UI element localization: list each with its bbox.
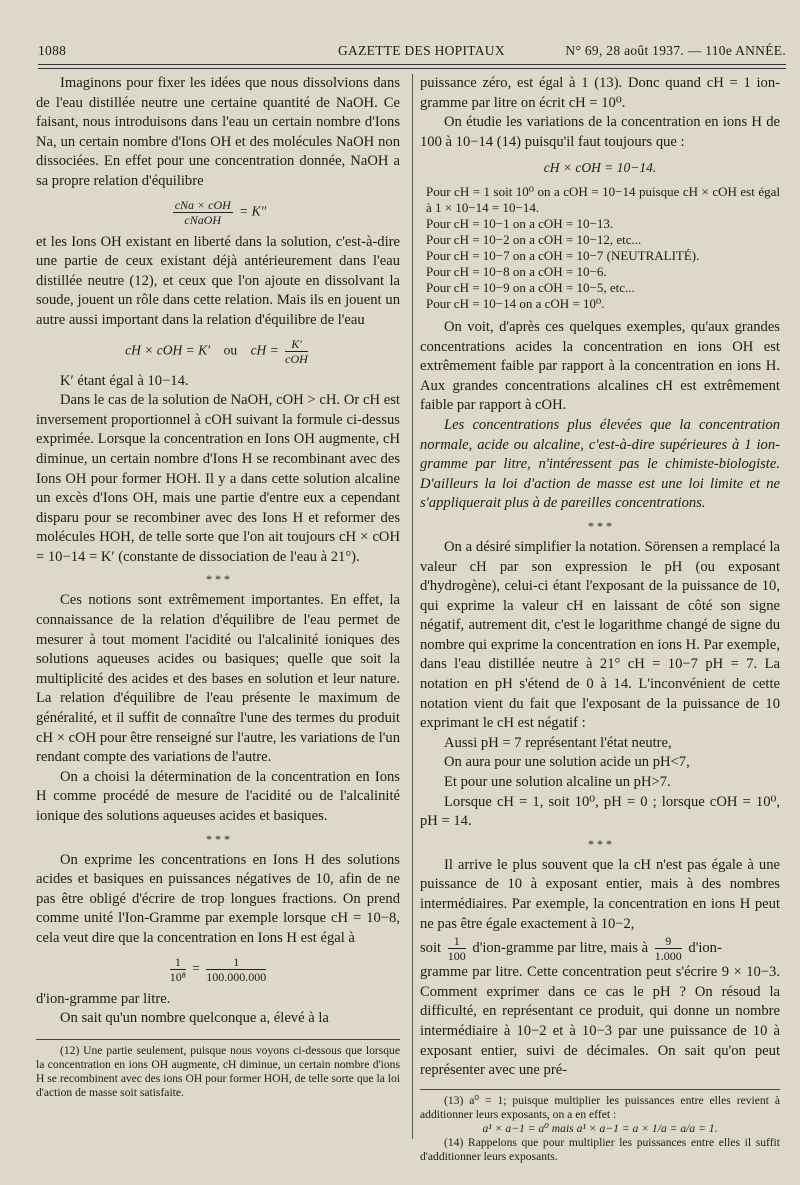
paragraph: soit $\frac{1}{100}$ d'ion-gramme par litre, mais à $\frac{9}{1.000}$ d'ion- xyxy=(420,934,722,964)
footnote: (12) Une partie seulement, puisque nous voyons ci-dessous que lorsque la concentration en ions OH augmente, cH diminue, un certain nombre d'ions H se recombinent avec des ions OH pour former HOH, de telle sorte que la loi d'action de masse soit satisfaite. xyxy=(36,1043,400,1099)
footnote-rule xyxy=(36,1039,400,1040)
list-item: On aura pour une solution acide un pH<7, xyxy=(444,754,690,771)
paragraph: d'ion-gramme par litre. xyxy=(36,990,171,1007)
footnote: (13) a⁰ = 1; puisque multiplier les puissances entre elles revient à additionner leurs exposants, on a en effet : xyxy=(420,1093,780,1121)
left-column xyxy=(36,74,400,1100)
table-row: Pour cH = 10−2 on a cOH = 10−12, etc... xyxy=(426,231,642,247)
table-row: Pour cH = 10−7 on a cOH = 10−7 (NEUTRALITÉ). xyxy=(426,247,700,263)
paragraph: puissance zéro, est égal à 1 (13). Donc quand cH = 1 ion-gramme par litre on écrit cH = 10⁰. xyxy=(420,75,780,111)
equation: cH × cOH = K′ ou cH = $\frac{K'}{\text{cOH}}$ xyxy=(125,336,308,366)
paragraph: On sait qu'un nombre quelconque a, élevé à la xyxy=(60,1010,329,1027)
list-item: Aussi pH = 7 représentant l'état neutre, xyxy=(444,734,672,751)
header-rule xyxy=(38,64,786,65)
list-item: Lorsque cH = 1, soit 10⁰, pH = 0 ; lorsque cOH = 10⁰, pH = 14. xyxy=(420,793,780,830)
journal-title: GAZETTE DES HOPITAUX xyxy=(338,43,505,58)
header-rule-thin xyxy=(38,68,786,69)
footnote: (14) Rappelons que pour multiplier les puissances entre elles il suffit d'additionner leurs exposants. xyxy=(420,1135,780,1163)
issue-info: N° 69, 28 août 1937. — 110e ANNÉE. xyxy=(565,43,786,58)
table-row: Pour cH = 10−9 on a cOH = 10−5, etc... xyxy=(426,279,635,295)
value-table xyxy=(426,184,780,312)
list-item: Et pour une solution alcaline un pH>7. xyxy=(444,774,671,791)
paragraph: Il arrive le plus souvent que la cH n'est pas égale à une puissance de 10 à exposant entier, mais à des nombres intermédiaires. Par exemple, la concentration en ions H peut ne pas être égale exactement à 10−2, xyxy=(420,856,780,932)
paragraph: Dans le cas de la solution de NaOH, cOH > cH. Or cH est inversement proportionnel à cOH suivant la formule ci-dessus exprimée. Lorsque la concentration en Ions OH augmente, cH diminue, un certain nombre d'Ions H se recombinant avec des Ions OH pour former HOH. Il y a dans cette solution alcaline un excès d'Ions OH, mais une partie d'entre eux a cependant disparu pour se recombiner avec des Ions H et reformer des molécules HOH, de telle sorte que l'on ait toujours cH × cOH = 10−14 = K′ (constante de dissociation de l'eau à 21°). xyxy=(36,392,400,565)
equation: $\frac{\text{cNa × cOH}}{\text{cNaOH}}$ = K″ xyxy=(174,197,267,227)
paragraph: Les concentrations plus élevées que la concentration normale, acide ou alcaline, c'est-à-dire supérieures à 1 ion-gramme par litre, n'intéressent pas le chimiste-biologiste. D'ailleurs la loi d'action de masse est une loi limite et ne s'appliquerait plus à de pareilles concentrations. xyxy=(420,416,780,512)
paragraph: et les Ions OH existant en liberté dans la solution, c'est-à-dire une partie de ceux existant déjà antérieurement dans l'eau distillée neutre (12), et ceux que l'on ajoute en dissolvant la soude, jouent un rôle dans cette relation. Mais ils en jouent un autre aussi important dans la relation d'équilibre de l'eau xyxy=(36,233,400,328)
paragraph: gramme par litre. Cette concentration peut s'écrire 9 × 10−3. Comment exprimer dans ce cas le pH ? On résoud la difficulté, en représentant ce produit, qui donne un nombre intermédiaire à 10−2 et à 10−3 par une puissance de 10 à exposant entier, suivi de décimales. On sait qu'on peut représenter avec une pré- xyxy=(420,964,780,1079)
fraction: $\frac{K'}{\text{cOH}}$ xyxy=(285,336,308,366)
page-number: 1088 xyxy=(38,43,67,58)
paragraph: On a désiré simplifier la notation. Sörensen a remplacé la valeur cH par son expression le pH (ou exposant d'hydrogène), celui-ci étant l'exposant de la puissance de 10, qui exprime la valeur cH en laissant de côté son signe négatif, autrement dit, c'est le logarithme changé de signe du nombre qui exprime la concentration en ions H. Par exemple, dans l'eau distillée neutre à 21° cH = 10−7 pH = 7. La notation en pH s'étend de 0 à 14. L'inconvénient de cette notation vient du fait que l'exposant de la puissance de 10 exprimant le cH est négatif : xyxy=(420,538,780,732)
footnote-equation: a¹ × a−1 = a⁰ mais a¹ × a−1 = a × 1/a = a/a = 1. xyxy=(482,1121,718,1135)
equation: $\frac{1}{\text{10⁸}}$ = $\frac{1}{100.000.000}$ xyxy=(169,954,267,984)
paragraph: On a choisi la détermination de la concentration en Ions H comme procédé de mesure de l'acidité ou de l'alcalinité ionique des solutions aqueuses acides et basiques. xyxy=(36,768,400,824)
equation: cH × cOH = 10−14. xyxy=(543,160,657,176)
page-header xyxy=(38,40,786,62)
column-divider xyxy=(412,74,413,1139)
section-separator: * * * xyxy=(588,836,612,851)
paragraph: On étudie les variations de la concentration en ions H de 100 à 10−14 (14) puisqu'il faut toujours que : xyxy=(420,114,780,150)
paragraph: Ces notions sont extrêmement importantes. En effet, la connaissance de la relation d'équilibre de l'eau permet de mesurer à tout moment l'acidité ou l'alcalinité ioniques des solutions aqueuses acides ou basiques; quelle que soit la multiplicité des acides et des bases en solution et leur nature. La relation d'équilibre de l'eau présente le maximum de généralité, et il suffit de connaître l'une des termes du produit cH × cOH pour être renseigné sur l'autre, les variations de l'un rendant compte des variations de l'autre. xyxy=(36,592,400,766)
table-row: Pour cH = 10−14 on a cOH = 10⁰. xyxy=(426,295,605,311)
fraction: $\frac{\text{cNa × cOH}}{\text{cNaOH}}$ xyxy=(174,197,231,227)
section-separator: * * * xyxy=(206,572,230,587)
paragraph: On exprime les concentrations en Ions H des solutions acides et basiques en puissances négatives de 10, afin de ne pas être obligé d'écrire de trop longues fractions. On prend comme unité l'Ion-Gramme par exemple lorsque cH = 10−8, cela veut dire que la concentration en Ions H est égal à xyxy=(36,851,400,946)
section-separator: * * * xyxy=(206,831,230,846)
paragraph: K′ étant égal à 10−14. xyxy=(60,372,189,389)
paragraph: Imaginons pour fixer les idées que nous dissolvions dans de l'eau distillée neutre une certaine quantité de NaOH. Ce faisant, nous introduisons dans l'eau un certain nombre d'Ions Na, un certain nombre d'Ions OH et des molécules NaOH non dissociées. En effet pour une concentration donnée, NaOH a sa propre relation d'équilibre xyxy=(36,75,400,189)
table-row: Pour cH = 10−1 on a cOH = 10−13. xyxy=(426,215,614,231)
paragraph: On voit, d'après ces quelques exemples, qu'aux grandes concentrations acides la concentration en ions OH est extrêmement faible par rapport à la concentration en ions H. Aux grandes concentrations alcalines cH est extrêmement faible par rapport à cOH. xyxy=(420,318,780,414)
section-separator: * * * xyxy=(588,518,612,533)
footnote-rule xyxy=(420,1089,780,1090)
right-column xyxy=(420,74,780,1164)
table-row: Pour cH = 1 soit 10⁰ on a cOH = 10−14 puisque cH × cOH est égal à 1 × 10−14 = 10−14. xyxy=(426,183,780,215)
table-row: Pour cH = 10−8 on a cOH = 10−6. xyxy=(426,263,607,279)
